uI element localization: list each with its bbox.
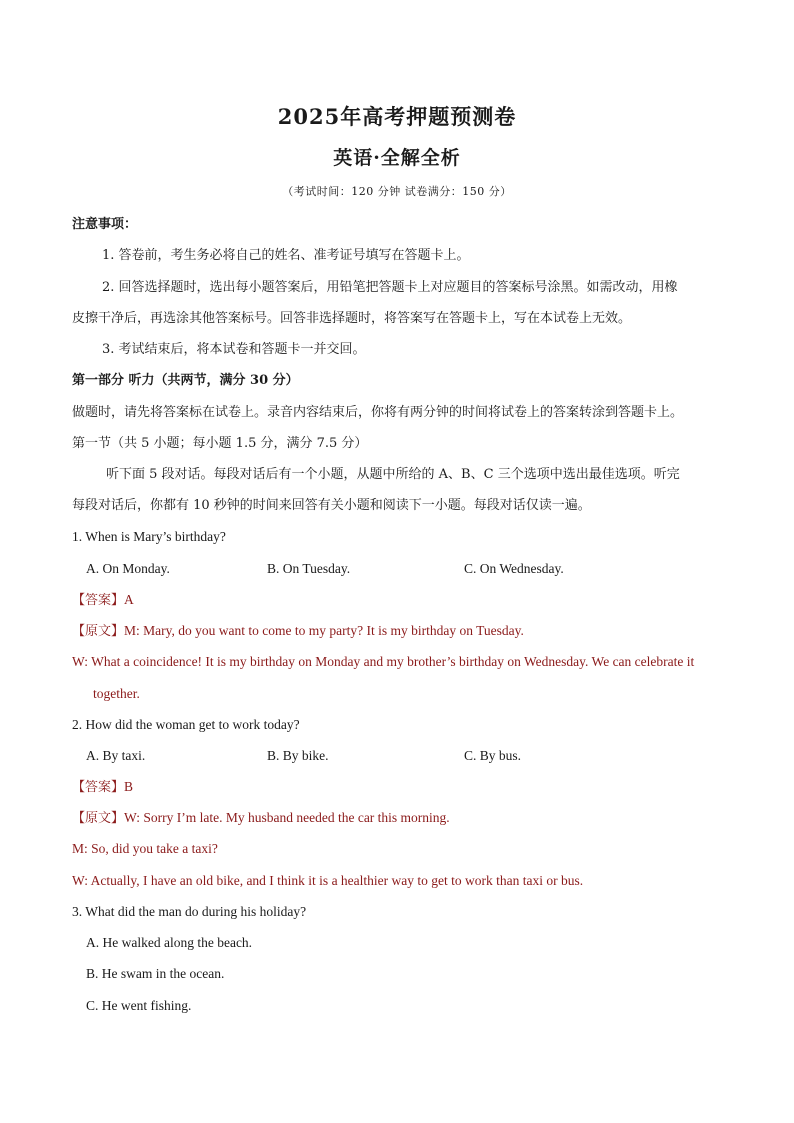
script-text: W: Sorry I’m late. My husband needed the car this morning.	[124, 810, 450, 825]
page-title: 2025年高考押题预测卷	[277, 104, 517, 129]
question-1-answer	[72, 591, 724, 610]
question-3-option-b: B. He swam in the ocean.	[86, 966, 225, 981]
script-label: 【原文】	[72, 624, 125, 639]
script-label: 【原文】	[72, 811, 125, 826]
question-3-option-a: A. He walked along the beach.	[86, 935, 253, 950]
question-2-script-line-1	[72, 809, 724, 828]
question-1-script-line-2: W: What a coincidence! It is my birthday on Monday and my brother’s birthday on Wednesday. We can celebrate it	[72, 654, 695, 669]
question-1-stem: 1. When is Mary’s birthday?	[72, 529, 226, 544]
question-1-script-line-3: together.	[93, 686, 140, 701]
script-text: M: Mary, do you want to come to my party? It is my birthday on Tuesday.	[124, 623, 524, 638]
question-2-answer	[72, 778, 724, 797]
question-1-script-line-1	[72, 622, 724, 641]
question-1-option-c: C. On Wednesday.	[464, 561, 564, 576]
answer-value: B	[124, 779, 134, 794]
question-1-option-a: A. On Monday.	[86, 561, 170, 576]
exam-info: （考试时间：120 分钟 试卷满分：150 分）	[282, 185, 512, 198]
question-2-option-b: B. By bike.	[267, 748, 329, 763]
answer-value: A	[124, 592, 134, 607]
part1-instruction: 做题时，请先将答案标在试卷上。录音内容结束后，你将有两分钟的时间将试卷上的答案转涂到答题卡上。	[72, 405, 684, 420]
section1-instruction-line-2: 每段对话后，你都有 10 秒钟的时间来回答有关小题和阅读下一小题。每段对话仅读一遍。	[72, 498, 591, 513]
note-item-1: 1. 答卷前，考生务必将自己的姓名、准考证号填写在答题卡上。	[102, 248, 470, 263]
note-item-3: 3. 考试结束后，将本试卷和答题卡一并交回。	[102, 342, 366, 357]
question-2-stem: 2. How did the woman get to work today?	[72, 717, 300, 732]
section1-instruction-line-1: 听下面 5 段对话。每段对话后有一个小题，从题中所给的 A、B、C 三个选项中选出最佳选项。听完	[106, 467, 680, 482]
section1-heading: 第一节（共 5 小题；每小题 1.5 分，满分 7.5 分）	[72, 436, 368, 451]
answer-label: 【答案】	[72, 593, 125, 608]
note-item-2-line-1: 2. 回答选择题时，选出每小题答案后，用铅笔把答题卡上对应题目的答案标号涂黑。如需改动，用橡	[102, 280, 678, 295]
notes-heading: 注意事项：	[72, 217, 138, 232]
page-subtitle: 英语·全解全析	[333, 147, 461, 169]
question-3-option-c: C. He went fishing.	[86, 998, 192, 1013]
note-item-2-line-2: 皮擦干净后，再选涂其他答案标号。回答非选择题时，将答案写在答题卡上，写在本试卷上无效。	[72, 311, 632, 326]
part1-heading: 第一部分 听力（共两节，满分 30 分）	[72, 373, 299, 388]
question-2-script-line-2: M: So, did you take a taxi?	[72, 841, 218, 856]
question-2-option-a: A. By taxi.	[86, 748, 146, 763]
question-1-option-b: B. On Tuesday.	[267, 561, 351, 576]
answer-label: 【答案】	[72, 780, 125, 795]
question-3-stem: 3. What did the man do during his holiday?	[72, 904, 307, 919]
question-2-option-c: C. By bus.	[464, 748, 522, 763]
question-2-script-line-3: W: Actually, I have an old bike, and I think it is a healthier way to get to work than taxi or bus.	[72, 873, 584, 888]
